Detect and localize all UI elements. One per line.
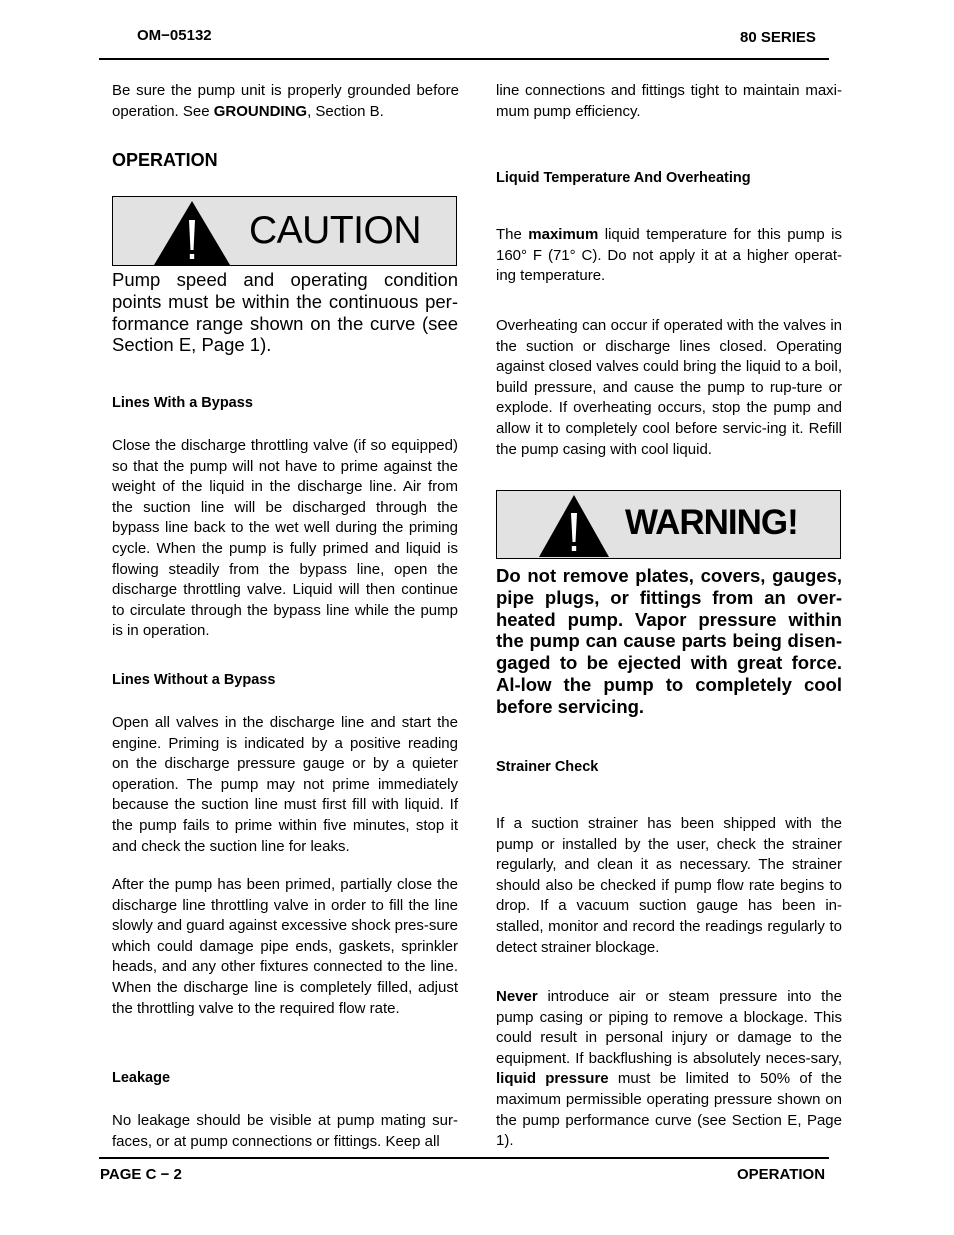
caution-box: [112, 196, 457, 266]
never-text: Never introduce air or steam pressure into the pump casing or piping to remove a blockage. This could result in personal injury or damage to the equipment. If backflushing is absolutely neces-sary, liquid pressure must be limited to 50% of the maximum permissible operating pressure shown on the pump performance curve (see Section E, Page 1).: [496, 988, 842, 1150]
exclamation-triangle-icon: [153, 200, 231, 266]
warning-box: [496, 490, 841, 559]
strainer-text: If a suction strainer has been shipped with the pump or installed by the user, check the strainer regularly, and clean it as necessary. The strainer should also be checked if pump flow rate begins to drop. If a vacuum suction gauge has been in-stalled, monitor and record the readings regularly to detect strainer blockage.: [496, 815, 842, 956]
caution-text: Pump speed and operating condition points must be within the continuous per-formance range shown on the curve (see Section E, Page 1).: [112, 269, 458, 356]
nobypass-text: Open all valves in the discharge line and start the engine. Priming is indicated by a positive reading on the discharge pressure gauge or by a quieter operation. The pump may not prime immediately because the suction line must first fill with liquid. If the pump fails to prime within five minutes, stop it and check the suction line for leaks.: [112, 714, 458, 855]
operation-heading: OPERATION: [112, 150, 218, 170]
document-number: OM−05132: [137, 27, 212, 44]
bypass-heading: Lines With a Bypass: [112, 395, 253, 411]
nobypass-heading: Lines Without a Bypass: [112, 672, 276, 688]
primed-text: After the pump has been primed, partially close the discharge line throttling valve in order to fill the line slowly and guard against excessive shock pres-sure which could damage pipe ends, gaskets, sprinkler heads, and any other fixtures connected to the line. When the discharge line is completely filled, adjust the throttling valve to the required flow rate.: [112, 876, 459, 1017]
footer-rule: [99, 1157, 829, 1159]
warning-label: WARNING!: [625, 503, 798, 542]
temperature-heading: Liquid Temperature And Overheating: [496, 170, 751, 186]
temperature-text: The maximum liquid temperature for this pump is 160° F (71° C). Do not apply it at a higher operat-ing temperature.: [496, 226, 842, 285]
leakage-heading: Leakage: [112, 1070, 171, 1086]
leakage-text: No leakage should be visible at pump mating sur-faces, or at pump connections or fittings. Keep all: [112, 1112, 458, 1150]
caution-label: CAUTION: [249, 209, 421, 252]
header-rule: [99, 58, 829, 60]
leakage-continued: line connections and fittings tight to maintain maxi-mum pump efficiency.: [496, 82, 842, 120]
series-label: 80 SERIES: [740, 29, 816, 46]
overheat-text: Overheating can occur if operated with the valves in the suction or discharge lines closed. Operating against closed valves could bring the liquid to a boil, build pressure, and cause the pump to rup-ture or explode. If overheating occurs, stop the pump and allow it to completely cool before servic-ing it. Refill the pump casing with cool liquid.: [496, 317, 842, 458]
exclamation-triangle-icon: [538, 494, 610, 558]
warning-text: Do not remove plates, covers, gauges, pipe plugs, or fittings from an over-heated pump. Vapor pressure within the pump can cause parts being disen-gaged to be ejected with great force. Al-low the pump to completely cool before servicing.: [496, 565, 842, 717]
section-label: OPERATION: [737, 1166, 826, 1183]
grounding-note: Be sure the pump unit is properly grounded before operation. See GROUNDING, Section B.: [112, 82, 459, 120]
bypass-text: Close the discharge throttling valve (if so equipped) so that the pump will not have to prime against the weight of the liquid in the discharge line. Air from the suction line will be discharged through the bypass line back to the wet well during the priming cycle. When the pump is fully primed and liquid is flowing steadily from the bypass line, open the discharge throttling valve. Liquid will then continue to circulate through the bypass line while the pump is in operation.: [112, 437, 458, 640]
strainer-heading: Strainer Check: [496, 759, 599, 775]
page-number: PAGE C − 2: [100, 1166, 182, 1183]
